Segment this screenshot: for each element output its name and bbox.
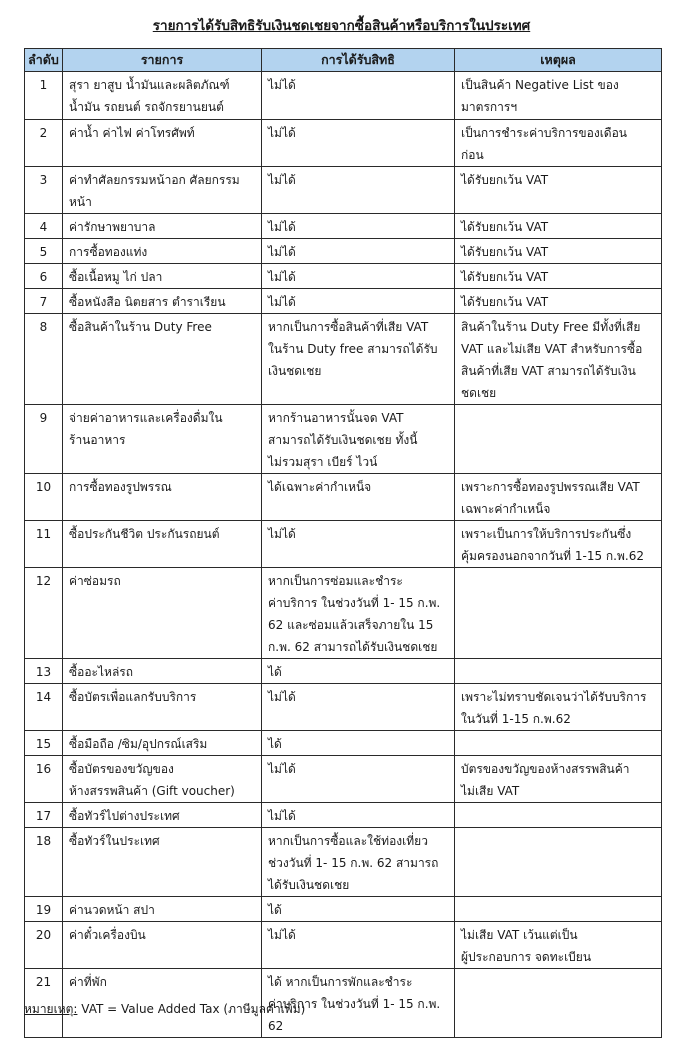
cell-item: ซื้อเนื้อหมู ไก่ ปลา	[63, 264, 262, 289]
cell-right: หากเป็นการซ่อมและชำระ ค่าบริการ ในช่วงวันที่ 1- 15 ก.พ. 62 และซ่อมแล้วเสร็จภายใน 15 ก.พ. 62 สามารถได้รับเงินชดเชย	[262, 568, 455, 659]
cell-item: ค่าทำศัลยกรรมหน้าอก ศัลยกรรม หน้า	[63, 167, 262, 214]
cell-item: ค่าตั๋วเครื่องบิน	[63, 922, 262, 969]
cell-no: 13	[25, 659, 63, 684]
table-row	[25, 474, 662, 521]
cell-right: ไม่ได้	[262, 803, 455, 828]
cell-no: 9	[25, 405, 63, 474]
table-row	[25, 120, 662, 167]
cell-no: 1	[25, 72, 63, 120]
table-row	[25, 264, 662, 289]
table-row	[25, 684, 662, 731]
cell-no: 10	[25, 474, 63, 521]
cell-reason	[455, 969, 662, 1038]
table-body	[25, 72, 662, 1038]
cell-right: ไม่ได้	[262, 264, 455, 289]
cell-reason: ได้รับยกเว้น VAT	[455, 167, 662, 214]
cell-reason	[455, 828, 662, 897]
header-reason: เหตุผล	[455, 49, 662, 72]
cell-right: หากเป็นการซื้อสินค้าที่เสีย VAT ในร้าน Duty free สามารถได้รับ เงินชดเชย	[262, 314, 455, 405]
cell-no: 19	[25, 897, 63, 922]
cell-reason: ได้รับยกเว้น VAT	[455, 239, 662, 264]
table-row	[25, 803, 662, 828]
header-item: รายการ	[63, 49, 262, 72]
cell-item: ซื้อทัวร์ในประเทศ	[63, 828, 262, 897]
cell-reason: เป็นสินค้า Negative List ของ มาตรการฯ	[455, 72, 662, 120]
table-header-row	[25, 49, 662, 72]
cell-right: ไม่ได้	[262, 289, 455, 314]
cell-item: ค่าน้ำ ค่าไฟ ค่าโทรศัพท์	[63, 120, 262, 167]
cell-item: ซื้อบัตรของขวัญของ ห้างสรรพสินค้า (Gift voucher)	[63, 756, 262, 803]
cell-no: 5	[25, 239, 63, 264]
cell-item: ค่านวดหน้า สปา	[63, 897, 262, 922]
cell-no: 3	[25, 167, 63, 214]
cell-reason: บัตรของขวัญของห้างสรรพสินค้า ไม่เสีย VAT	[455, 756, 662, 803]
cell-item: ซื้อมือถือ /ซิม/อุปกรณ์เสริม	[63, 731, 262, 756]
cell-item: การซื้อทองแท่ง	[63, 239, 262, 264]
document-title: รายการได้รับสิทธิรับเงินชดเชยจากซื้อสินค้าหรือบริการในประเทศ	[152, 18, 531, 34]
cell-reason: ได้รับยกเว้น VAT	[455, 264, 662, 289]
compensation-table	[24, 48, 662, 1038]
cell-no: 6	[25, 264, 63, 289]
cell-reason: ได้รับยกเว้น VAT	[455, 289, 662, 314]
cell-no: 17	[25, 803, 63, 828]
cell-right: ไม่ได้	[262, 521, 455, 568]
cell-item: ซื้อสินค้าในร้าน Duty Free	[63, 314, 262, 405]
table-row	[25, 214, 662, 239]
cell-reason	[455, 803, 662, 828]
footnote	[24, 1000, 305, 1019]
table-row	[25, 239, 662, 264]
cell-item: ซื้อทัวร์ไปต่างประเทศ	[63, 803, 262, 828]
table-row	[25, 756, 662, 803]
header-no: ลำดับ	[25, 49, 63, 72]
table-row	[25, 521, 662, 568]
cell-reason: ไม่เสีย VAT เว้นแต่เป็น ผู้ประกอบการ จดทะเบียน	[455, 922, 662, 969]
cell-no: 16	[25, 756, 63, 803]
cell-right: ได้เฉพาะค่ากำเหน็จ	[262, 474, 455, 521]
table-row	[25, 828, 662, 897]
cell-no: 20	[25, 922, 63, 969]
cell-right: ไม่ได้	[262, 756, 455, 803]
table-row	[25, 314, 662, 405]
cell-right: ไม่ได้	[262, 72, 455, 120]
header-right: การได้รับสิทธิ	[262, 49, 455, 72]
table-row	[25, 659, 662, 684]
cell-reason	[455, 659, 662, 684]
cell-right: ไม่ได้	[262, 120, 455, 167]
cell-right: ไม่ได้	[262, 214, 455, 239]
cell-right: ไม่ได้	[262, 167, 455, 214]
cell-item: จ่ายค่าอาหารและเครื่องดื่มใน ร้านอาหาร	[63, 405, 262, 474]
cell-reason: ได้รับยกเว้น VAT	[455, 214, 662, 239]
cell-item: สุรา ยาสูบ น้ำมันและผลิตภัณฑ์ น้ำมัน รถยนต์ รถจักรยานยนต์	[63, 72, 262, 120]
footnote-label: หมายเหตุ:	[24, 1002, 78, 1016]
cell-right: หากเป็นการซื้อและใช้ท่องเที่ยว ช่วงวันที่ 1- 15 ก.พ. 62 สามารถ ได้รับเงินชดเชย	[262, 828, 455, 897]
cell-reason	[455, 405, 662, 474]
cell-right: ไม่ได้	[262, 922, 455, 969]
cell-right: ได้ หากเป็นการพักและชำระ ค่าบริการ ในช่วงวันที่ 1- 15 ก.พ. 62	[262, 969, 455, 1038]
cell-reason	[455, 568, 662, 659]
cell-no: 11	[25, 521, 63, 568]
cell-no: 4	[25, 214, 63, 239]
cell-item: ซื้ออะไหล่รถ	[63, 659, 262, 684]
cell-reason: เป็นการชำระค่าบริการของเดือน ก่อน	[455, 120, 662, 167]
cell-reason	[455, 731, 662, 756]
table-row	[25, 405, 662, 474]
cell-item: ซื้อหนังสือ นิตยสาร ตำราเรียน	[63, 289, 262, 314]
table-row	[25, 72, 662, 120]
cell-right: ได้	[262, 897, 455, 922]
cell-reason: สินค้าในร้าน Duty Free มีทั้งที่เสีย VAT และไม่เสีย VAT สำหรับการซื้อ สินค้าที่เสีย VAT สามารถได้รับเงิน ชดเชย	[455, 314, 662, 405]
cell-reason: เพราะไม่ทราบชัดเจนว่าได้รับบริการ ในวันที่ 1-15 ก.พ.62	[455, 684, 662, 731]
cell-no: 7	[25, 289, 63, 314]
table-row	[25, 922, 662, 969]
cell-reason: เพราะเป็นการให้บริการประกันซึ่ง คุ้มครองนอกจากวันที่ 1-15 ก.พ.62	[455, 521, 662, 568]
cell-right: ไม่ได้	[262, 239, 455, 264]
table-row	[25, 897, 662, 922]
cell-right: หากร้านอาหารนั้นจด VAT สามารถได้รับเงินชดเชย ทั้งนี้ ไม่รวมสุรา เบียร์ ไวน์	[262, 405, 455, 474]
cell-no: 2	[25, 120, 63, 167]
cell-item: ค่ารักษาพยาบาล	[63, 214, 262, 239]
table-row	[25, 731, 662, 756]
cell-item: ซื้อบัตรเพื่อแลกรับบริการ	[63, 684, 262, 731]
table-row	[25, 568, 662, 659]
cell-item: ซื้อประกันชีวิต ประกันรถยนต์	[63, 521, 262, 568]
cell-no: 14	[25, 684, 63, 731]
cell-item: ค่าที่พัก	[63, 969, 262, 1038]
cell-no: 15	[25, 731, 63, 756]
cell-reason: เพราะการซื้อทองรูปพรรณเสีย VAT เฉพาะค่ากำเหน็จ	[455, 474, 662, 521]
cell-reason	[455, 897, 662, 922]
cell-no: 8	[25, 314, 63, 405]
cell-right: ได้	[262, 731, 455, 756]
cell-no: 18	[25, 828, 63, 897]
cell-item: การซื้อทองรูปพรรณ	[63, 474, 262, 521]
cell-right: ไม่ได้	[262, 684, 455, 731]
cell-item: ค่าซ่อมรถ	[63, 568, 262, 659]
cell-no: 12	[25, 568, 63, 659]
cell-right: ได้	[262, 659, 455, 684]
table-row	[25, 289, 662, 314]
table-row	[25, 167, 662, 214]
cell-no: 21	[25, 969, 63, 1038]
footnote-text: VAT = Value Added Tax (ภาษีมูลค่าเพิ่ม)	[77, 1002, 306, 1016]
